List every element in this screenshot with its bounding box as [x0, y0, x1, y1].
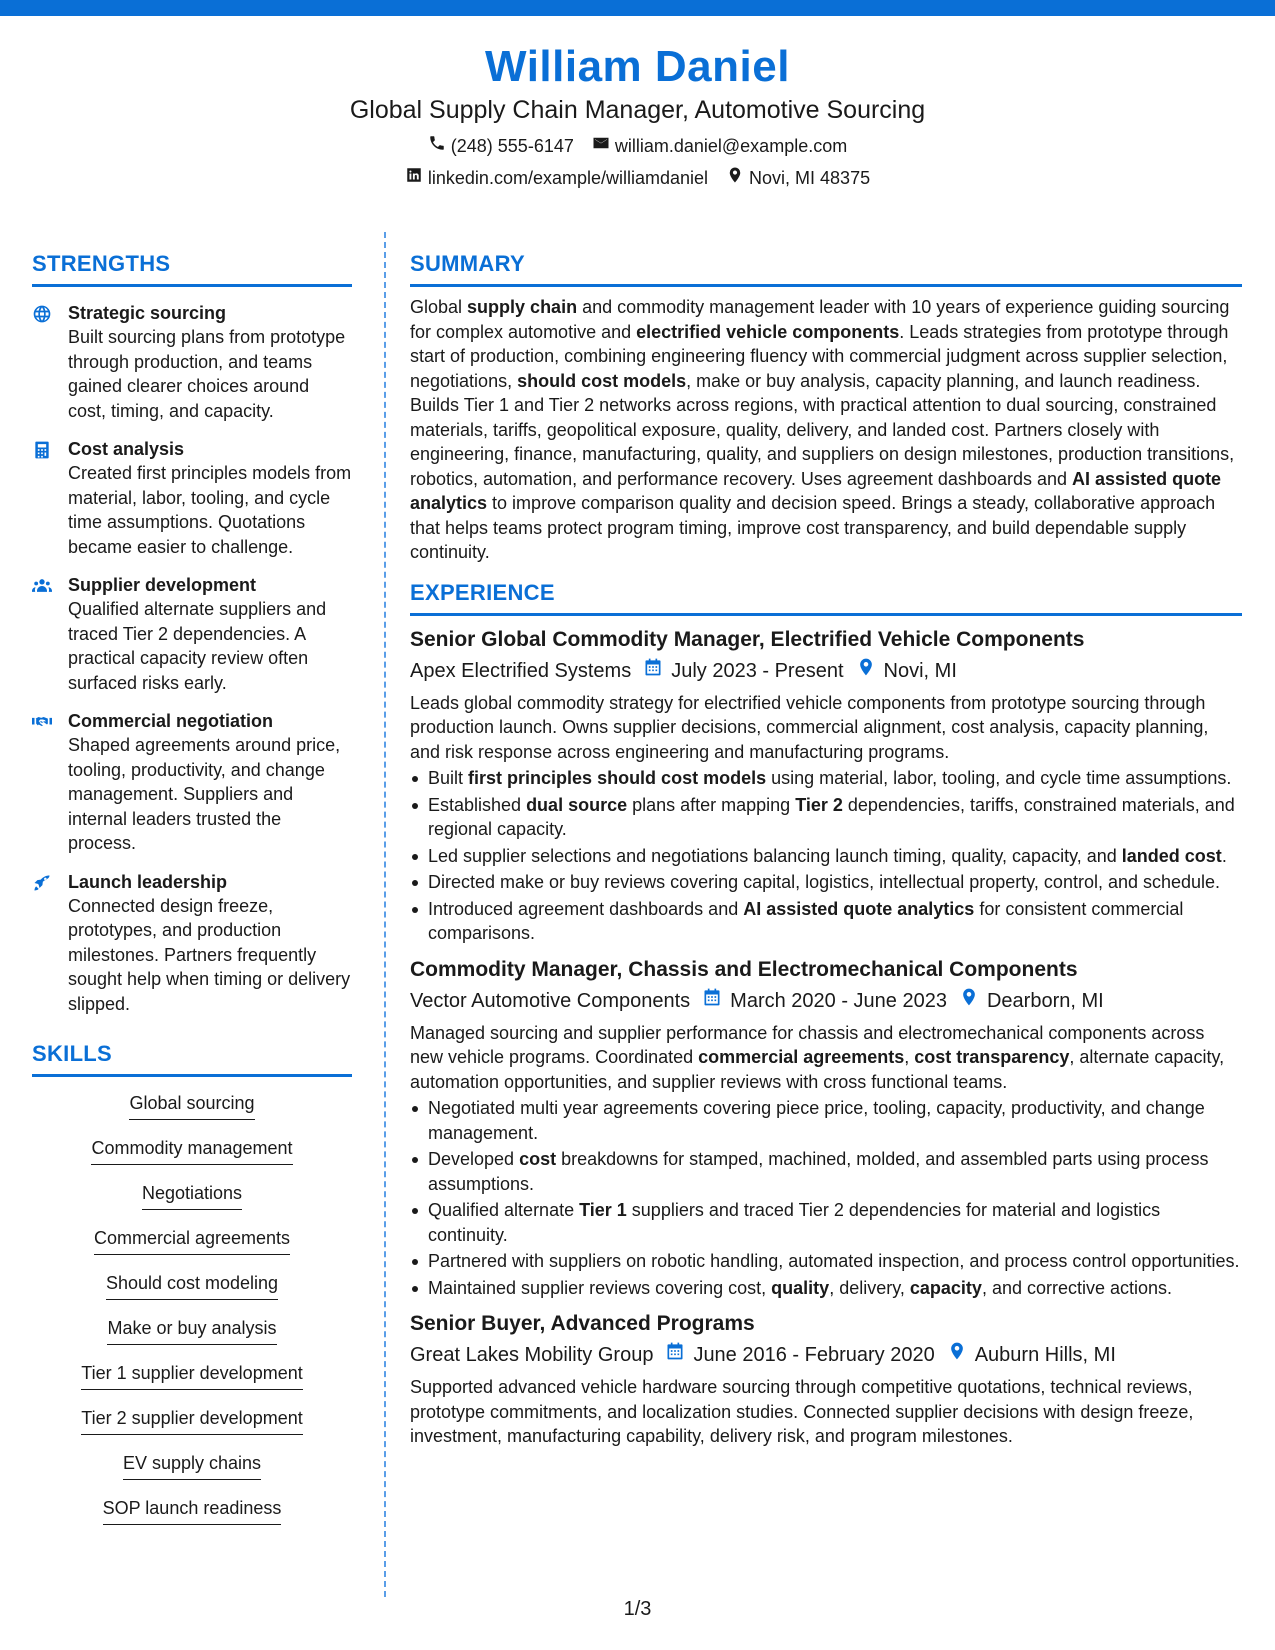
- job-location: Dearborn, MI: [959, 987, 1104, 1015]
- globe-icon: [32, 301, 54, 423]
- strength-item: [32, 573, 352, 695]
- job-bullet: Maintained supplier reviews covering cost, quality, delivery, capacity, and corrective actions.: [410, 1276, 1242, 1301]
- skill-tag: Make or buy analysis: [107, 1316, 276, 1345]
- job-entry: [410, 1310, 1242, 1449]
- job-title: Senior Buyer, Advanced Programs: [410, 1312, 755, 1335]
- map-pin-icon: [947, 1341, 967, 1369]
- strength-item: [32, 437, 352, 559]
- skill-tag: Should cost modeling: [106, 1271, 278, 1300]
- job-bullet: Developed cost breakdowns for stamped, machined, molded, and assembled parts using process assumptions.: [410, 1147, 1242, 1196]
- job-entry: [410, 626, 1242, 946]
- map-pin-icon: [726, 166, 744, 190]
- job-entry: [410, 956, 1242, 1301]
- skill-tag: Negotiations: [142, 1181, 242, 1210]
- strength-desc: Created first principles models from material, labor, tooling, and cycle time assumptions. Quotations became easier to challenge.: [68, 463, 352, 557]
- job-bullet: Introduced agreement dashboards and AI assisted quote analytics for consistent commercial comparisons.: [410, 897, 1242, 946]
- contact-row-1: [0, 134, 1275, 158]
- skill-tag: EV supply chains: [123, 1451, 261, 1480]
- strength-item: [32, 870, 352, 1017]
- skill-tag: Commercial agreements: [94, 1226, 290, 1255]
- location-text: Novi, MI 48375: [749, 168, 871, 188]
- strength-name: Commercial negotiation: [68, 711, 274, 731]
- job-bullet: Built first principles should cost models using material, labor, tooling, and cycle time assumptions.: [410, 766, 1242, 791]
- calculator-icon: [32, 437, 54, 559]
- job-location: Auburn Hills, MI: [947, 1341, 1116, 1369]
- skill-tag: Global sourcing: [129, 1091, 254, 1120]
- email-address: william.daniel@example.com: [614, 136, 848, 156]
- skill-tag: Commodity management: [91, 1136, 292, 1165]
- strength-name: Supplier development: [68, 575, 257, 595]
- right-column: [410, 250, 1242, 1449]
- phone-contact: [428, 134, 574, 158]
- job-dates: June 2016 - February 2020: [665, 1341, 934, 1369]
- calendar-icon: [702, 987, 722, 1015]
- company-name: Vector Automotive Components: [410, 989, 691, 1012]
- skills-heading: SKILLS: [32, 1040, 352, 1077]
- job-meta: [410, 1341, 1242, 1369]
- summary-text: Global supply chain and commodity management leader with 10 years of experience guiding sourcing for complex automotive and electrified vehicle components. Leads strategies from prototype through start of production, combining engineering fluency with commercial judgment across supplier selection, negotiations, should cost models, make or buy analysis, capacity planning, and launch readiness. Builds Tier 1 and Tier 2 networks across regions, with practical attention to dual sourcing, constrained materials, tariffs, geopolitical exposure, quality, delivery, and landed cost. Partners closely with engineering, finance, manufacturing, quality, and suppliers on design milestones, production transitions, robotics, automation, and performance recovery. Uses agreement dashboards and AI assisted quote analytics to improve comparison quality and decision speed. Brings a steady, collaborative approach that helps teams protect program timing, improve cost transparency, and build dependable supply continuity.: [410, 297, 1235, 562]
- handshake-icon: [32, 709, 54, 856]
- strength-desc: Built sourcing plans from prototype through production, and teams gained clearer choices around cost, timing, and capacity.: [68, 327, 346, 421]
- linkedin-icon: [405, 166, 423, 190]
- strength-item: [32, 301, 352, 423]
- job-bullet: Partnered with suppliers on robotic handling, automated inspection, and process control opportunities.: [410, 1249, 1242, 1274]
- job-description: Leads global commodity strategy for electrified vehicle components from prototype sourcing through production launch. Owns supplier decisions, commercial alignment, cost analysis, capacity planning, and risk response across engineering and manufacturing programs.: [410, 692, 1209, 762]
- job-bullet: Established dual source plans after mapping Tier 2 dependencies, tariffs, constrained materials, and regional capacity.: [410, 793, 1242, 842]
- rocket-icon: [32, 870, 54, 1017]
- job-bullets: [410, 766, 1242, 946]
- top-accent-bar: [0, 0, 1275, 16]
- strengths-heading: STRENGTHS: [32, 250, 352, 287]
- company-name: Apex Electrified Systems: [410, 659, 632, 682]
- job-bullets: [410, 1096, 1242, 1300]
- job-bullet: Negotiated multi year agreements covering piece price, tooling, capacity, productivity, and change management.: [410, 1096, 1242, 1145]
- company-name: Great Lakes Mobility Group: [410, 1344, 654, 1366]
- skill-tag: Tier 1 supplier development: [81, 1361, 302, 1390]
- strength-desc: Qualified alternate suppliers and traced Tier 2 dependencies. A practical capacity review often surfaced risks early.: [68, 599, 327, 693]
- job-meta: [410, 657, 1242, 685]
- skill-tag: Tier 2 supplier development: [81, 1406, 302, 1435]
- resume-header: [0, 40, 1275, 190]
- location-contact: [726, 166, 870, 190]
- strength-item: [32, 709, 352, 856]
- job-dates: July 2023 - Present: [643, 657, 843, 685]
- strength-desc: Connected design freeze, prototypes, and production milestones. Partners frequently sought help when timing or delivery slipped.: [68, 895, 351, 1014]
- linkedin-url: linkedin.com/example/williamdaniel: [427, 168, 709, 188]
- skill-tag: SOP launch readiness: [103, 1496, 282, 1525]
- skills-list: [32, 1091, 352, 1541]
- users-icon: [32, 573, 54, 695]
- summary-heading: SUMMARY: [410, 250, 1242, 287]
- envelope-icon: [592, 134, 610, 158]
- email-contact[interactable]: [592, 134, 847, 158]
- job-bullet: Directed make or buy reviews covering capital, logistics, intellectual property, control, and schedule.: [410, 870, 1242, 895]
- strength-name: Launch leadership: [68, 871, 228, 892]
- job-dates: March 2020 - June 2023: [702, 987, 947, 1015]
- candidate-title: Global Supply Chain Manager, Automotive Sourcing: [349, 96, 926, 124]
- job-title: Senior Global Commodity Manager, Electrified Vehicle Components: [410, 627, 1085, 651]
- phone-number: (248) 555-6147: [450, 136, 574, 156]
- job-meta: [410, 987, 1242, 1015]
- calendar-icon: [643, 657, 663, 685]
- page-number: 1/3: [623, 1598, 652, 1620]
- strength-name: Cost analysis: [68, 439, 185, 459]
- column-divider: [384, 232, 386, 1597]
- left-column: [32, 250, 352, 1541]
- job-bullet: Led supplier selections and negotiations balancing launch timing, quality, capacity, and landed cost.: [410, 844, 1242, 869]
- linkedin-contact[interactable]: [405, 166, 708, 190]
- job-description: Supported advanced vehicle hardware sourcing through competitive quotations, technical reviews, prototype commitments, and localization studies. Connected supplier decisions with design freeze, investment, manufacturing capability, delivery risk, and program milestones.: [410, 1377, 1194, 1446]
- calendar-icon: [665, 1341, 685, 1369]
- job-title: Commodity Manager, Chassis and Electromechanical Components: [410, 957, 1078, 981]
- job-bullet: Qualified alternate Tier 1 suppliers and traced Tier 2 dependencies for material and logistics continuity.: [410, 1198, 1242, 1247]
- strength-desc: Shaped agreements around price, tooling, productivity, and change management. Suppliers and internal leaders trusted the process.: [68, 735, 341, 853]
- phone-icon: [428, 134, 446, 158]
- map-pin-icon: [856, 657, 876, 685]
- job-location: Novi, MI: [856, 657, 957, 685]
- job-description: Managed sourcing and supplier performance for chassis and electromechanical components across new vehicle programs. Coordinated commercial agreements, cost transparency, alternate capacity, automation opportunities, and supplier reviews with cross functional teams.: [410, 1022, 1225, 1092]
- strength-name: Strategic sourcing: [68, 303, 227, 323]
- contact-row-2: [0, 166, 1275, 190]
- experience-heading: EXPERIENCE: [410, 579, 1242, 616]
- candidate-name: William Daniel: [485, 42, 790, 91]
- map-pin-icon: [959, 987, 979, 1015]
